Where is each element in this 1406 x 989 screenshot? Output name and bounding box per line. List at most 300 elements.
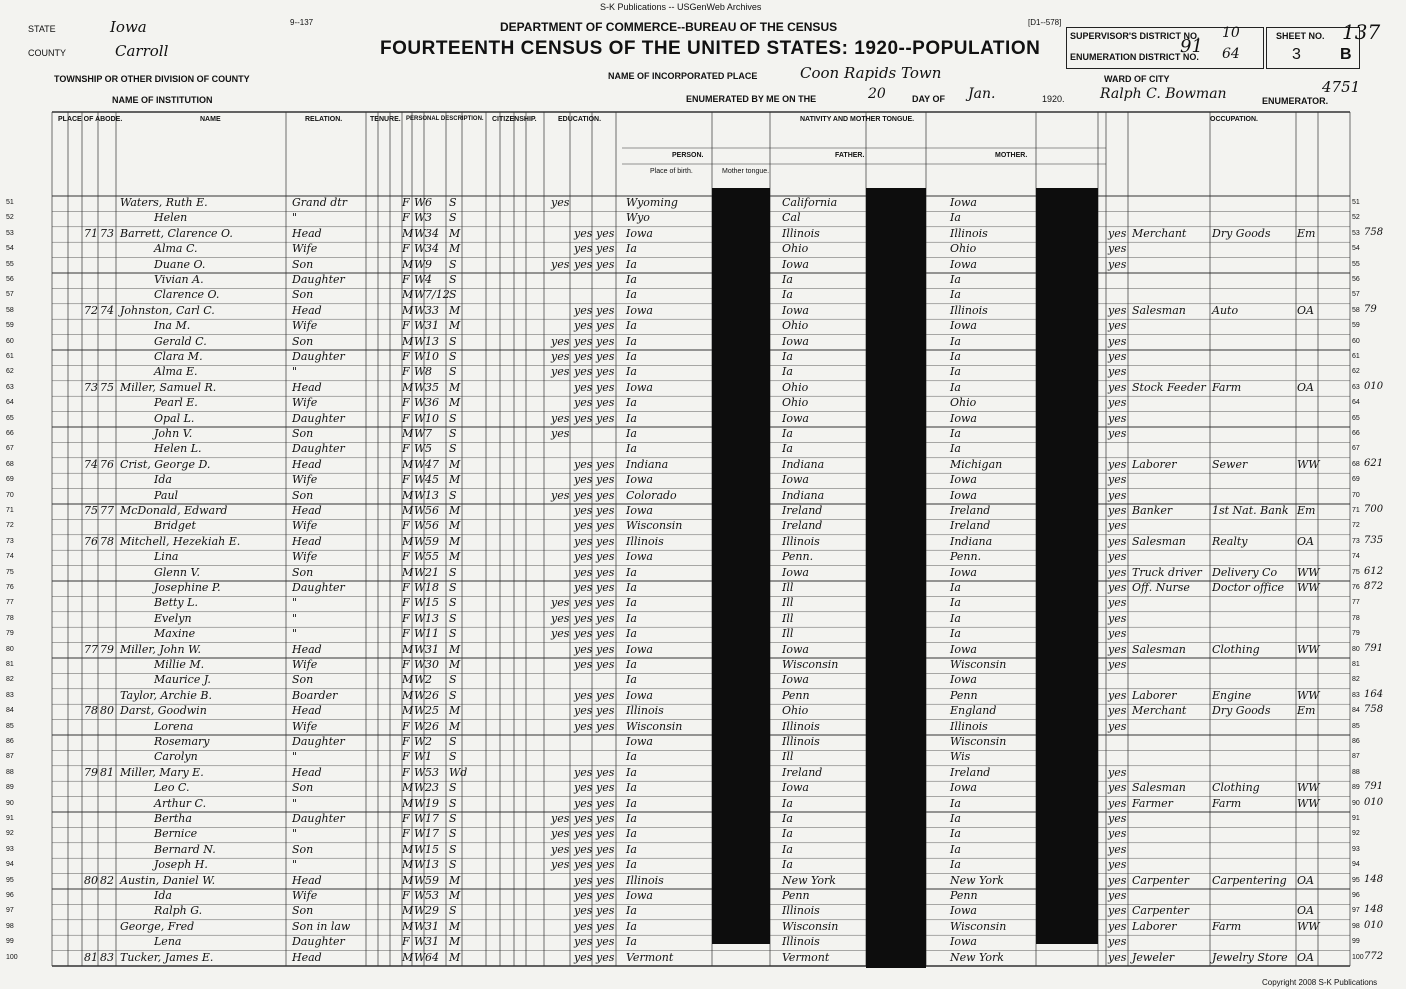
group-personal: PERSONAL DESCRIPTION. (406, 116, 484, 122)
row-82-mpob: Iowa (950, 673, 977, 687)
row-51-age: 6 (425, 196, 432, 209)
row-60-rel: Son (292, 334, 314, 348)
publisher-line: S-K Publications -- USGenWeb Archives (600, 2, 762, 12)
row-77-age: 15 (425, 596, 439, 610)
row-100-rel: Head (292, 950, 322, 964)
row-88-pob: Ia (626, 765, 637, 779)
row-100-n: 100 (6, 953, 18, 961)
row-88-sex: F (402, 765, 410, 779)
row-63-age: 35 (425, 380, 439, 394)
row-90-mpob: Ia (950, 796, 961, 810)
row-80-fam: 79 (100, 642, 114, 656)
row-89-mpob: Iowa (950, 781, 977, 795)
row-78-age: 13 (425, 611, 439, 625)
row-91-line-number-right: 91 (1352, 815, 1360, 822)
row-74-name: Lina (154, 550, 179, 564)
row-80-name: Miller, John W. (120, 642, 201, 656)
row-71-mpob: Ireland (950, 504, 991, 517)
row-74-n: 74 (6, 553, 14, 561)
row-95-ind: Carpentering (1212, 873, 1287, 887)
row-68-margin: 621 (1364, 457, 1384, 469)
row-68-ind: Sewer (1212, 457, 1248, 471)
row-81-read: yes (574, 658, 593, 671)
row-69-name: Ida (154, 473, 172, 487)
row-97-rel: Son (292, 904, 314, 918)
row-96-race: W (414, 889, 426, 902)
row-98-eng: yes (1108, 919, 1127, 933)
row-85-mpob: Illinois (950, 719, 988, 733)
row-74-rel: Wife (292, 550, 318, 564)
row-82-pob: Ia (626, 673, 637, 687)
census-title: FOURTEENTH CENSUS OF THE UNITED STATES: 1920--POPULATION (380, 38, 1041, 59)
row-65-line-number-right: 65 (1352, 414, 1360, 422)
row-53-occ: Merchant (1132, 226, 1187, 240)
row-91-rel: Daughter (292, 812, 345, 825)
row-52-ms: S (449, 211, 457, 225)
row-90-eng: yes (1108, 796, 1127, 810)
row-83-pob: Iowa (626, 688, 653, 702)
row-70-eng: yes (1108, 488, 1127, 502)
group-tenure: TENURE. (370, 116, 401, 123)
row-95-fpob: New York (782, 873, 836, 887)
row-53-age: 34 (425, 226, 439, 240)
row-88-ms: Wd (449, 765, 468, 779)
row-73-fam: 78 (100, 534, 114, 548)
enumerated-label: ENUMERATED BY ME ON THE (686, 94, 817, 104)
row-58-cls: OA (1297, 303, 1314, 317)
row-74-eng: yes (1108, 550, 1127, 564)
row-51-name: Waters, Ruth E. (120, 196, 208, 209)
row-80-write: yes (596, 642, 615, 656)
row-71-name: McDonald, Edward (120, 504, 228, 517)
row-69-fpob: Iowa (782, 473, 809, 487)
row-53-mpob: Illinois (950, 226, 988, 240)
row-94-rel: " (292, 858, 298, 872)
row-93-pob: Ia (626, 842, 637, 856)
row-52-line-number-right: 52 (1352, 214, 1360, 222)
row-83-age: 26 (425, 688, 439, 702)
row-85-eng: yes (1108, 719, 1127, 733)
row-51-race: W (414, 196, 426, 209)
row-77-sex: F (402, 596, 410, 610)
row-92-name: Bernice (154, 827, 198, 841)
row-98-fpob: Wisconsin (782, 919, 839, 933)
row-66-age: 7 (425, 427, 432, 440)
sheet-label: SHEET NO. (1276, 31, 1325, 41)
row-62-n: 62 (6, 368, 14, 376)
row-54-rel: Wife (292, 242, 318, 256)
row-66-eng: yes (1108, 427, 1127, 440)
row-84-sex: M (402, 704, 414, 718)
row-97-mpob: Iowa (950, 904, 977, 918)
row-66-race: W (414, 427, 426, 440)
row-95-occ: Carpenter (1132, 873, 1190, 887)
row-82-race: W (414, 673, 426, 687)
row-90-margin: 010 (1364, 796, 1384, 808)
row-71-race: W (414, 504, 426, 517)
row-59-pob: Ia (626, 319, 637, 333)
row-66-rel: Son (292, 427, 314, 440)
row-63-write: yes (596, 380, 615, 394)
row-59-write: yes (596, 319, 615, 333)
row-96-read: yes (574, 889, 593, 902)
row-69-age: 45 (425, 473, 439, 487)
row-76-write: yes (596, 581, 615, 594)
row-75-ind: Delivery Co (1212, 565, 1278, 579)
row-58-race: W (414, 303, 426, 317)
row-84-pob: Illinois (626, 704, 664, 718)
row-73-pob: Illinois (626, 534, 664, 548)
row-64-pob: Ia (626, 396, 637, 410)
row-92-read: yes (574, 827, 593, 841)
row-97-ms: S (449, 904, 457, 918)
row-90-rel: " (292, 796, 298, 810)
row-70-write: yes (596, 488, 615, 502)
row-96-n: 96 (6, 892, 14, 899)
row-66-mpob: Ia (950, 427, 961, 440)
row-63-occ: Stock Feeder (1132, 380, 1206, 394)
enumeration-value: 64 (1222, 46, 1240, 62)
row-79-age: 11 (425, 627, 439, 641)
row-90-write: yes (596, 796, 615, 810)
row-94-sch: yes (551, 858, 570, 872)
row-95-write: yes (596, 873, 615, 887)
row-89-line-number-right: 89 (1352, 784, 1360, 792)
row-64-mpob: Ohio (950, 396, 977, 410)
row-56-n: 56 (6, 276, 14, 283)
row-60-sex: M (402, 334, 414, 348)
row-84-write: yes (596, 704, 615, 718)
row-64-n: 64 (6, 399, 14, 407)
row-58-ms: M (449, 303, 461, 317)
row-99-n: 99 (6, 938, 14, 946)
row-95-mpob: New York (950, 873, 1004, 887)
row-55-eng: yes (1108, 257, 1127, 271)
county-label: COUNTY (28, 48, 66, 58)
row-96-eng: yes (1108, 889, 1127, 902)
row-80-line-number-right: 80 (1352, 645, 1360, 653)
row-59-line-number-right: 59 (1352, 322, 1360, 330)
row-90-n: 90 (6, 799, 14, 807)
row-88-fpob: Ireland (782, 765, 823, 779)
row-83-fpob: Penn (782, 688, 810, 702)
row-69-write: yes (596, 473, 615, 487)
person-pob-header: Place of birth. (650, 168, 693, 175)
row-59-fpob: Ohio (782, 319, 809, 333)
row-65-name: Opal L. (154, 411, 195, 425)
row-78-n: 78 (6, 614, 14, 622)
row-80-race: W (414, 642, 426, 656)
row-95-ms: M (449, 873, 461, 887)
row-83-occ: Laborer (1132, 688, 1177, 702)
row-86-pob: Iowa (626, 735, 653, 748)
row-92-line-number-right: 92 (1352, 830, 1360, 838)
row-61-pob: Ia (626, 350, 637, 363)
row-99-fpob: Illinois (782, 935, 820, 949)
row-55-mpob: Iowa (950, 257, 977, 271)
row-90-occ: Farmer (1132, 796, 1173, 810)
row-51-sex: F (402, 196, 410, 209)
row-74-mpob: Penn. (950, 550, 982, 564)
row-64-fpob: Ohio (782, 396, 809, 410)
row-92-ms: S (449, 827, 457, 841)
row-79-sex: F (402, 627, 410, 641)
row-97-occ: Carpenter (1132, 904, 1190, 918)
row-66-sex: M (402, 427, 414, 440)
row-82-n: 82 (6, 676, 14, 684)
stamp-91: 91 (1180, 36, 1203, 57)
row-84-line-number-right: 84 (1352, 707, 1360, 715)
row-54-mpob: Ohio (950, 242, 977, 256)
redaction-bar-person-tongue (712, 188, 770, 944)
row-70-rel: Son (292, 488, 314, 502)
row-89-ms: S (449, 781, 457, 795)
row-85-line-number-right: 85 (1352, 722, 1360, 730)
row-92-sex: F (402, 827, 410, 841)
row-71-dw: 75 (84, 504, 98, 517)
row-65-pob: Ia (626, 411, 637, 425)
row-99-line-number-right: 99 (1352, 938, 1360, 946)
row-88-age: 53 (425, 765, 439, 779)
row-92-rel: " (292, 827, 298, 841)
row-72-write: yes (596, 519, 615, 533)
row-93-ms: S (449, 842, 457, 856)
row-68-rel: Head (292, 457, 322, 471)
row-67-name: Helen L. (154, 442, 202, 456)
row-98-line-number-right: 98 (1352, 922, 1360, 930)
row-80-sex: M (402, 642, 414, 656)
row-72-name: Bridget (154, 519, 196, 533)
row-55-sch: yes (551, 257, 570, 271)
row-79-sch: yes (551, 627, 570, 641)
row-68-line-number-right: 68 (1352, 460, 1360, 468)
row-84-ind: Dry Goods (1212, 704, 1271, 718)
row-57-rel: Son (292, 288, 314, 302)
group-person: PERSON. (672, 152, 704, 159)
row-51-n: 51 (6, 199, 14, 206)
row-59-ms: M (449, 319, 461, 333)
row-91-ms: S (449, 812, 457, 825)
row-58-age: 33 (425, 303, 439, 317)
row-67-rel: Daughter (292, 442, 345, 456)
row-83-rel: Boarder (292, 688, 338, 702)
row-83-margin: 164 (1364, 688, 1384, 700)
row-59-race: W (414, 319, 426, 333)
row-81-eng: yes (1108, 658, 1127, 671)
row-75-read: yes (574, 565, 593, 579)
row-79-mpob: Ia (950, 627, 961, 641)
row-54-race: W (414, 242, 426, 256)
row-85-fpob: Illinois (782, 719, 820, 733)
row-59-n: 59 (6, 322, 14, 330)
row-83-line-number-right: 83 (1352, 691, 1360, 699)
row-69-ms: M (449, 473, 461, 487)
row-88-race: W (414, 765, 426, 779)
row-90-line-number-right: 90 (1352, 799, 1360, 807)
row-99-race: W (414, 935, 426, 949)
row-66-name: John V. (154, 427, 193, 440)
group-place-of-abode: PLACE OF ABODE. (58, 116, 123, 123)
row-98-name: George, Fred (120, 919, 195, 933)
row-51-pob: Wyoming (626, 196, 678, 209)
row-77-name: Betty L. (154, 596, 198, 610)
row-80-pob: Iowa (626, 642, 653, 656)
row-58-rel: Head (292, 303, 322, 317)
row-86-rel: Daughter (292, 735, 345, 748)
row-80-ms: M (449, 642, 461, 656)
row-95-pob: Illinois (626, 873, 664, 887)
row-78-read: yes (574, 611, 593, 625)
row-56-fpob: Ia (782, 273, 793, 286)
row-94-ms: S (449, 858, 457, 872)
row-63-cls: OA (1297, 380, 1314, 394)
row-55-pob: Ia (626, 257, 637, 271)
row-87-fpob: Ill (782, 750, 794, 764)
row-81-mpob: Wisconsin (950, 658, 1007, 671)
row-97-name: Ralph G. (154, 904, 203, 918)
row-94-mpob: Ia (950, 858, 961, 872)
row-77-eng: yes (1108, 596, 1127, 610)
row-98-n: 98 (6, 922, 14, 930)
row-100-cls: OA (1297, 950, 1314, 964)
row-94-age: 13 (425, 858, 439, 872)
row-86-ms: S (449, 735, 457, 748)
row-85-n: 85 (6, 722, 14, 730)
row-76-rel: Daughter (292, 581, 345, 594)
row-58-pob: Iowa (626, 303, 653, 317)
row-65-write: yes (596, 411, 615, 425)
row-58-eng: yes (1108, 303, 1127, 317)
row-84-margin: 758 (1364, 704, 1384, 716)
row-71-ind: 1st Nat. Bank (1212, 504, 1289, 517)
row-93-mpob: Ia (950, 842, 961, 856)
row-71-rel: Head (292, 504, 322, 517)
row-92-race: W (414, 827, 426, 841)
row-56-rel: Daughter (292, 273, 345, 286)
row-60-write: yes (596, 334, 615, 348)
row-54-line-number-right: 54 (1352, 245, 1360, 253)
row-71-read: yes (574, 504, 593, 517)
row-74-fpob: Penn. (782, 550, 814, 564)
row-69-eng: yes (1108, 473, 1127, 487)
row-53-race: W (414, 226, 426, 240)
row-70-read: yes (574, 488, 593, 502)
row-95-fam: 82 (100, 873, 114, 887)
row-67-sex: F (402, 442, 410, 456)
row-62-rel: " (292, 365, 298, 379)
row-60-read: yes (574, 334, 593, 348)
sheet-stamp: 137 (1342, 20, 1381, 44)
row-66-sch: yes (551, 427, 570, 440)
row-93-read: yes (574, 842, 593, 856)
row-93-race: W (414, 842, 426, 856)
row-92-mpob: Ia (950, 827, 961, 841)
row-89-fpob: Iowa (782, 781, 809, 795)
row-100-eng: yes (1108, 950, 1127, 964)
row-74-read: yes (574, 550, 593, 564)
county-value: Carroll (115, 42, 169, 60)
sheet-value: 3 (1292, 46, 1301, 63)
group-mother: MOTHER. (995, 152, 1028, 159)
row-84-n: 84 (6, 707, 14, 715)
row-87-sex: F (402, 750, 410, 764)
row-74-race: W (414, 550, 426, 564)
row-72-read: yes (574, 519, 593, 533)
row-93-write: yes (596, 842, 615, 856)
row-77-sch: yes (551, 596, 570, 610)
row-55-rel: Son (292, 257, 314, 271)
row-72-rel: Wife (292, 519, 318, 533)
row-95-race: W (414, 873, 426, 887)
row-70-race: W (414, 488, 426, 502)
row-83-cls: WW (1297, 688, 1320, 702)
row-54-sex: F (402, 242, 410, 256)
row-86-mpob: Wisconsin (950, 735, 1007, 748)
row-61-name: Clara M. (154, 350, 203, 363)
row-72-fpob: Ireland (782, 519, 823, 533)
row-61-line-number-right: 61 (1352, 353, 1360, 360)
row-73-read: yes (574, 534, 593, 548)
day-value: 20 (868, 86, 886, 102)
row-84-occ: Merchant (1132, 704, 1187, 718)
row-69-n: 69 (6, 476, 14, 484)
row-93-sch: yes (551, 842, 570, 856)
row-66-ms: S (449, 427, 457, 440)
row-82-age: 2 (425, 673, 432, 687)
row-77-mpob: Ia (950, 596, 961, 610)
row-84-race: W (414, 704, 426, 718)
row-69-read: yes (574, 473, 593, 487)
row-89-eng: yes (1108, 781, 1127, 795)
row-62-ms: S (449, 365, 457, 379)
row-70-name: Paul (154, 488, 179, 502)
row-85-ms: M (449, 719, 461, 733)
row-73-age: 59 (425, 534, 439, 548)
row-81-pob: Ia (626, 658, 637, 671)
row-58-mpob: Illinois (950, 303, 988, 317)
row-62-race: W (414, 365, 426, 379)
row-70-n: 70 (6, 491, 14, 499)
row-57-fpob: Ia (782, 288, 793, 302)
row-54-read: yes (574, 242, 593, 256)
row-97-n: 97 (6, 907, 14, 915)
row-63-n: 63 (6, 383, 14, 391)
row-56-sex: F (402, 273, 410, 286)
row-76-ind: Doctor office (1212, 581, 1285, 594)
row-73-name: Mitchell, Hezekiah E. (120, 534, 241, 548)
row-99-sex: F (402, 935, 410, 949)
row-64-eng: yes (1108, 396, 1127, 410)
row-77-ms: S (449, 596, 457, 610)
row-58-dw: 72 (84, 303, 98, 317)
row-59-age: 31 (425, 319, 439, 333)
row-77-pob: Ia (626, 596, 637, 610)
row-100-name: Tucker, James E. (120, 950, 214, 964)
row-53-ms: M (449, 226, 461, 240)
row-57-pob: Ia (626, 288, 637, 302)
row-73-mpob: Indiana (950, 534, 993, 548)
row-93-age: 15 (425, 842, 439, 856)
row-88-line-number-right: 88 (1352, 768, 1360, 776)
row-96-sex: F (402, 889, 410, 902)
row-79-race: W (414, 627, 426, 641)
row-64-race: W (414, 396, 426, 410)
row-82-ms: S (449, 673, 457, 687)
row-82-rel: Son (292, 673, 314, 687)
row-80-occ: Salesman (1132, 642, 1186, 656)
row-65-fpob: Iowa (782, 411, 809, 425)
row-89-age: 23 (425, 781, 439, 795)
